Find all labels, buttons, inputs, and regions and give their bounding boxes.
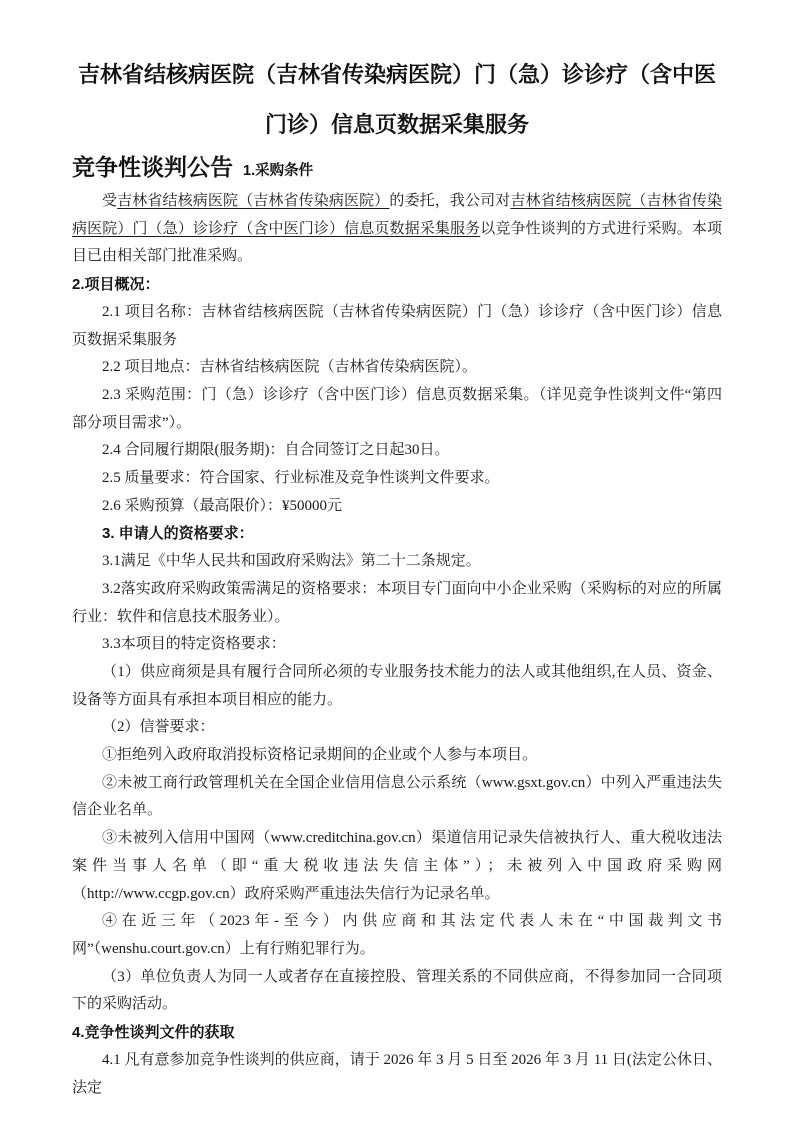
para-3-3: 3.3本项目的特定资格要求： bbox=[102, 636, 286, 653]
para-credit-1: ①拒绝列入政府取消投标资格记录期间的企业或个人参与本项目。 bbox=[102, 747, 538, 764]
intro-suffix: 以竞争性谈判的方式进行采购。本项目已由相关部门批准采购。 bbox=[72, 220, 722, 265]
para-credit-4: ④在近三年（2023年-至今）内供应商和其法定代表人未在“中国裁判文书网”（wenshu.court.gov.cn）上有行贿犯罪行为。 bbox=[72, 913, 722, 957]
intro-middle: 的委托，我公司对 bbox=[389, 193, 511, 209]
para-contract-period: 2.4 合同履行期限(服务期)：自合同签订之日起30日。 bbox=[102, 442, 450, 459]
notice-heading: 竞争性谈判公告 bbox=[72, 154, 233, 180]
para-3-1: 3.1满足《中华人民共和国政府采购法》第二十二条规定。 bbox=[102, 553, 481, 570]
intro-prefix: 受 bbox=[102, 193, 118, 209]
para-3-3-2: （2）信誉要求： bbox=[102, 719, 215, 736]
para-3-3-3: （3）单位负责人为同一人或者存在直接控股、管理关系的不同供应商，不得参加同一合同项下的采购活动。 bbox=[72, 968, 722, 1013]
para-project-location: 2.2 项目地点：吉林省结核病医院（吉林省传染病医院）。 bbox=[102, 359, 478, 376]
para-credit-3: ③未被列入信用中国网（www.creditchina.gov.cn）渠道信用记录失信被执行人、重大税收违法案件当事人名单（即“重大税收违法失信主体”）；未被列入中国政府采购网（http://www.ccgp.gov.cn）政府采购严重违法失信行为记录名单。 bbox=[72, 830, 722, 902]
para-credit-2: ②未被工商行政管理机关在全国企业信用信息公示系统（www.gsxt.gov.cn）中列入严重违法失信企业名单。 bbox=[72, 774, 722, 819]
para-3-3-1: （1）供应商须是具有履行合同所必须的专业服务技术能力的法人或其他组织,在人员、资金、设备等方面具有承担本项目相应的能力。 bbox=[72, 663, 722, 708]
project-name-underlined: 吉林省结核病医院（吉林省传染病医院）门（急）诊诊疗（含中医门诊）信息页数据采集服务 bbox=[72, 193, 722, 237]
section1-heading: 1.采购条件 bbox=[243, 163, 314, 179]
section4-heading: 4.竞争性谈判文件的获取 bbox=[72, 1024, 235, 1042]
para-4-1: 4.1 凡有意参加竞争性谈判的供应商，请于 2026 年 3 月 5 日至 2026 年 3 月 11 日(法定公休日、法定 bbox=[72, 1051, 722, 1096]
section3-heading: 3. 申请人的资格要求： bbox=[102, 525, 254, 543]
notice-heading-row bbox=[72, 152, 722, 182]
para-3-2: 3.2落实政府采购政策需满足的资格要求：本项目专门面向中小企业采购（采购标的对应的所属行业：软件和信息技术服务业）。 bbox=[72, 580, 722, 625]
para-quality-requirement: 2.5 质量要求：符合国家、行业标准及竞争性谈判文件要求。 bbox=[102, 470, 500, 487]
para-procurement-scope: 2.3 采购范围：门（急）诊诊疗（含中医门诊）信息页数据采集。（详见竞争性谈判文件“第四部分项目需求”）。 bbox=[72, 386, 722, 431]
para-budget: 2.6 采购预算（最高限价）：¥50000元 bbox=[102, 497, 343, 514]
intro-paragraph bbox=[72, 188, 722, 271]
para-project-name: 2.1 项目名称：吉林省结核病医院（吉林省传染病医院）门（急）诊诊疗（含中医门诊）信息页数据采集服务 bbox=[72, 303, 722, 348]
document-title: 吉林省结核病医院（吉林省传染病医院）门（急）诊诊疗（含中医门诊）信息页数据采集服务 bbox=[77, 62, 716, 137]
section2-heading: 2.项目概况： bbox=[72, 276, 160, 294]
entrusting-party-underlined: 吉林省结核病医院（吉林省传染病医院） bbox=[117, 193, 390, 209]
